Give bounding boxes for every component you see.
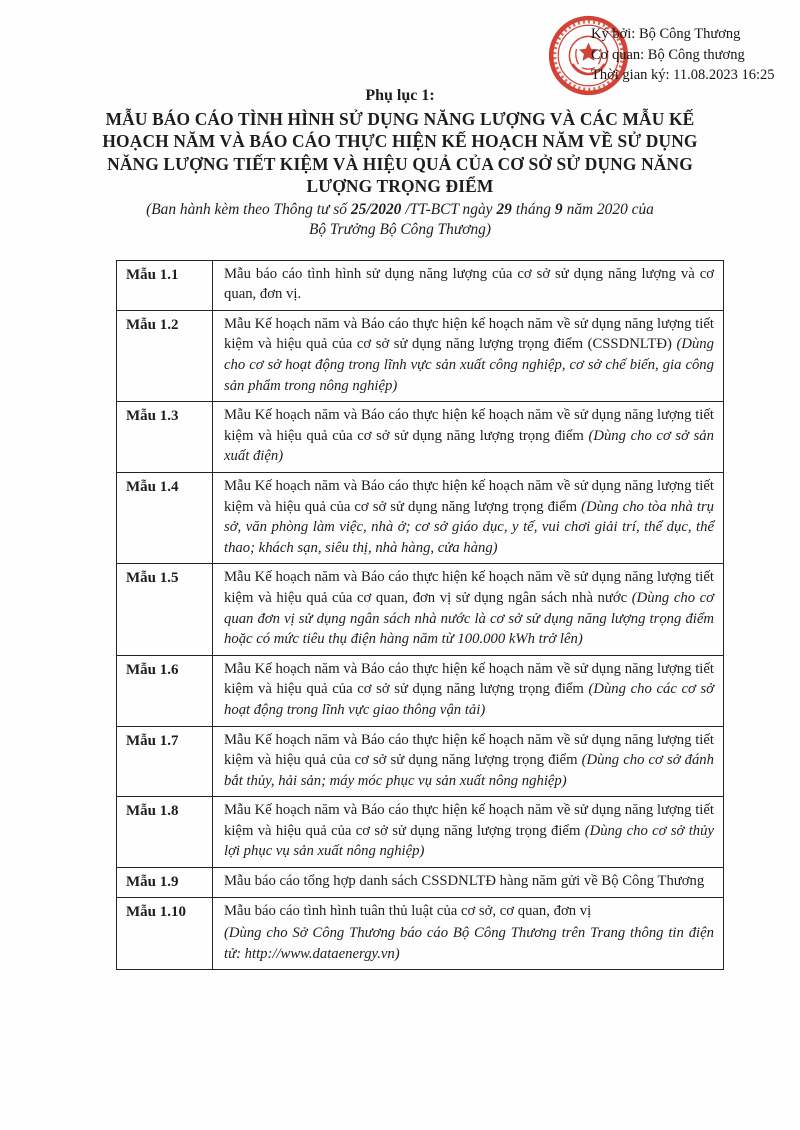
form-description-cell: [213, 897, 724, 970]
subtitle-text: tháng: [515, 200, 551, 218]
form-code: Mẫu 1.1: [117, 260, 213, 310]
table-row: [117, 260, 724, 310]
form-description-cell: [213, 726, 724, 797]
subtitle-text: (Ban hành kèm theo Thông tư số: [146, 200, 347, 218]
table-row: [117, 402, 724, 473]
subtitle-line-1: [0, 200, 800, 220]
table-row: [117, 655, 724, 726]
month-number: 9: [554, 200, 563, 218]
form-code: Mẫu 1.5: [117, 564, 213, 655]
form-scope-note: (Dùng cho cơ sở sản xuất điện): [224, 427, 714, 465]
day-number: 29: [496, 200, 512, 218]
form-description-cell: [213, 402, 724, 473]
form-description: Mẫu báo cáo tình hình tuân thủ luật của cơ sở, cơ quan, đơn vị: [224, 902, 592, 919]
table-row: [117, 564, 724, 655]
table-row: [117, 797, 724, 868]
document-title-line: MẪU BÁO CÁO TÌNH HÌNH SỬ DỤNG NĂNG LƯỢNG VÀ CÁC MẪU KẾ: [105, 109, 695, 129]
signature-time: Thời gian ký: 11.08.2023 16:25: [591, 67, 775, 83]
form-code: Mẫu 1.8: [117, 797, 213, 868]
form-code: Mẫu 1.3: [117, 402, 213, 473]
form-scope-note: (Dùng cho Sở Công Thương báo cáo Bộ Công Thương trên Trang thông tin điện tử: http://www.dataenergy.vn): [224, 925, 714, 962]
document-title-line: NĂNG LƯỢNG TIẾT KIỆM VÀ HIỆU QUẢ CỦA CƠ SỞ SỬ DỤNG NĂNG: [107, 153, 693, 174]
table-row: [117, 310, 724, 401]
form-description: Mẫu báo cáo tổng hợp danh sách CSSDNLTĐ hàng năm gửi về Bộ Công Thương: [224, 873, 705, 890]
form-scope-note: (Dùng cho cơ sở hoạt động trong lĩnh vực sản xuất công nghiệp, cơ sở chế biến, gia công sản phẩm trong nông nghiệp): [224, 336, 714, 394]
form-description: Mẫu Kế hoạch năm và Báo cáo thực hiện kế hoạch năm về sử dụng năng lượng tiết kiệm và hiệu quả của cơ sở sử dụng năng lượng trọng điểm: [224, 477, 714, 515]
signature-agency: Cơ quan: Bộ Công thương: [591, 46, 745, 63]
digital-signature-block: [591, 24, 775, 86]
form-description-cell: [213, 260, 724, 310]
signature-signed-by: Ký bởi: Bộ Công Thương: [591, 26, 741, 42]
form-description: Mẫu Kế hoạch năm và Báo cáo thực hiện kế hoạch năm về sử dụng năng lượng tiết kiệm và hiệu quả của cơ sở sử dụng năng lượng trọng điểm: [224, 660, 714, 698]
form-scope-note: (Dùng cho cơ sở thủy lợi phục vụ sản xuất nông nghiệp): [224, 822, 714, 860]
subtitle-text: năm 2020 của: [566, 200, 654, 218]
form-description-cell: [213, 310, 724, 401]
form-description: Mẫu Kế hoạch năm và Báo cáo thực hiện kế hoạch năm về sử dụng năng lượng tiết kiệm và hiệu quả của cơ sở sử dụng năng lượng trọng điểm (CSSDNLTĐ): [224, 315, 714, 353]
form-description: Mẫu Kế hoạch năm và Báo cáo thực hiện kế hoạch năm về sử dụng năng lượng tiết kiệm và hiệu quả của cơ sở sử dụng năng lượng trọng điểm: [224, 731, 714, 769]
form-scope-note: (Dùng cho cơ quan đơn vị sử dụng ngân sách nhà nước là cơ sở sử dụng năng lượng trọng điểm hoặc có mức tiêu thụ điện hàng năm từ 100.000 kWh trở lên): [224, 589, 714, 648]
form-description: Mẫu Kế hoạch năm và Báo cáo thực hiện kế hoạch năm về sử dụng năng lượng tiết kiệm và hiệu quả của cơ sở sử dụng năng lượng trọng điểm: [224, 407, 714, 444]
form-description: Mẫu báo cáo tình hình sử dụng năng lượng của cơ sở sử dụng năng lượng và cơ quan, đơn vị.: [224, 265, 714, 303]
table-row: [117, 868, 724, 898]
table-row: [117, 472, 724, 563]
form-description: Mẫu Kế hoạch năm và Báo cáo thực hiện kế hoạch năm về sử dụng năng lượng tiết kiệm và hiệu quả của cơ quan, đơn vị sử dụng ngân sách nhà nước: [224, 569, 714, 606]
form-description-cell: [213, 797, 724, 868]
document-subtitle: [0, 200, 800, 240]
form-code: Mẫu 1.9: [117, 868, 213, 898]
form-code: Mẫu 1.2: [117, 310, 213, 401]
document-title: [0, 108, 800, 198]
forms-table: [116, 260, 724, 971]
subtitle-text: /TT-BCT ngày: [405, 200, 493, 218]
form-description-cell: [213, 868, 724, 898]
form-code: Mẫu 1.10: [117, 897, 213, 970]
table-row: [117, 897, 724, 970]
form-description-cell: [213, 564, 724, 655]
form-code: Mẫu 1.6: [117, 655, 213, 726]
circular-number: 25/2020: [350, 200, 402, 218]
form-scope-note: (Dùng cho cơ sở đánh bắt thủy, hải sản; máy móc phục vụ sản xuất nông nghiệp): [224, 752, 714, 789]
form-code: Mẫu 1.7: [117, 726, 213, 797]
appendix-label: Phụ lục 1:: [365, 87, 435, 104]
form-description-cell: [213, 655, 724, 726]
form-code: Mẫu 1.4: [117, 472, 213, 563]
subtitle-line-2: Bộ Trưởng Bộ Công Thương): [308, 220, 491, 238]
table-row: [117, 726, 724, 797]
document-title-line: LƯỢNG TRỌNG ĐIỂM: [306, 176, 494, 197]
document-title-line: HOẠCH NĂM VÀ BÁO CÁO THỰC HIỆN KẾ HOẠCH NĂM VỀ SỬ DỤNG: [102, 131, 698, 152]
form-description: Mẫu Kế hoạch năm và Báo cáo thực hiện kế hoạch năm về sử dụng năng lượng tiết kiệm và hiệu quả của cơ sở sử dụng năng lượng trọng điểm: [224, 802, 714, 839]
form-scope-note: (Dùng cho tòa nhà trụ sở, văn phòng làm việc, nhà ở; cơ sở giáo dục, y tế, vui chơi giải trí, thể dục, thể thao; khách sạn, siêu thị, nhà hàng, cửa hàng): [224, 498, 714, 556]
form-scope-note: (Dùng cho các cơ sở hoạt động trong lĩnh vực giao thông vận tải): [224, 681, 714, 718]
form-description-cell: [213, 472, 724, 563]
